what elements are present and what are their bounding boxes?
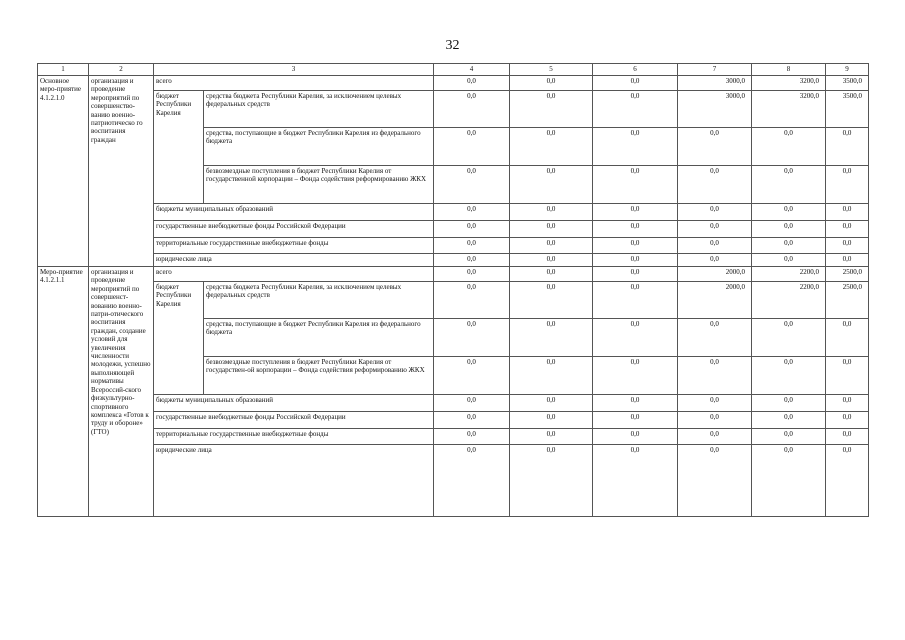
value-cell: 0,0 — [510, 166, 593, 204]
value-cell: 0,0 — [752, 395, 826, 412]
header-cell: 1 — [38, 64, 89, 76]
value-cell: 0,0 — [434, 91, 510, 128]
source-label: безвозмездные поступления в бюджет Республики Карелия от государственной корпорации – Фонда содействия реформированию ЖКХ — [204, 166, 434, 204]
value-cell: 0,0 — [510, 445, 593, 517]
source-label: бюджеты муниципальных образований — [154, 395, 434, 412]
value-cell: 0,0 — [593, 267, 678, 282]
rk-budget-label: бюджет Республики Карелия — [154, 282, 204, 395]
value-cell: 0,0 — [826, 254, 869, 267]
measure-name: организация и проведение мероприятий по совершенство-ванию военно-патриотическо го воспитания граждан — [89, 76, 154, 267]
source-label: безвозмездные поступления в бюджет Республики Карелия от государствен-ой корпорации – Фонда содействия реформированию ЖКХ — [204, 357, 434, 395]
value-cell: 0,0 — [434, 282, 510, 319]
value-cell: 0,0 — [678, 395, 752, 412]
source-label: территориальные государственные внебюджетные фонды — [154, 238, 434, 254]
table-row — [38, 91, 869, 128]
value-cell: 0,0 — [678, 221, 752, 238]
table-row — [38, 429, 869, 445]
value-cell: 2200,0 — [752, 267, 826, 282]
value-cell: 0,0 — [510, 254, 593, 267]
value-cell: 0,0 — [510, 319, 593, 357]
value-cell: 0,0 — [510, 221, 593, 238]
value-cell: 0,0 — [510, 91, 593, 128]
header-cell: 6 — [593, 64, 678, 76]
value-cell: 3500,0 — [826, 91, 869, 128]
header-cell: 8 — [752, 64, 826, 76]
measure-id: Основное меро-приятие 4.1.2.1.0 — [38, 76, 89, 267]
value-cell: 0,0 — [593, 76, 678, 91]
value-cell: 0,0 — [678, 128, 752, 166]
header-cell: 2 — [89, 64, 154, 76]
value-cell: 0,0 — [826, 128, 869, 166]
value-cell: 0,0 — [510, 267, 593, 282]
header-row — [38, 64, 869, 76]
table-row — [38, 395, 869, 412]
value-cell: 0,0 — [593, 319, 678, 357]
value-cell: 2500,0 — [826, 267, 869, 282]
value-cell: 0,0 — [434, 128, 510, 166]
value-cell: 0,0 — [826, 445, 869, 517]
table-row — [38, 221, 869, 238]
source-label: всего — [154, 76, 434, 91]
value-cell: 0,0 — [593, 429, 678, 445]
value-cell: 0,0 — [826, 204, 869, 221]
value-cell: 0,0 — [678, 166, 752, 204]
budget-table — [37, 63, 869, 517]
rk-budget-label: бюджет Республики Карелия — [154, 91, 204, 204]
value-cell: 0,0 — [593, 204, 678, 221]
value-cell: 0,0 — [678, 204, 752, 221]
table-row — [38, 267, 869, 282]
table-row — [38, 204, 869, 221]
source-label: государственные внебюджетные фонды Российской Федерации — [154, 221, 434, 238]
page-number: 32 — [445, 38, 460, 53]
source-label: средства бюджета Республики Карелия, за исключением целевых федеральных средств — [204, 91, 434, 128]
value-cell: 0,0 — [434, 357, 510, 395]
value-cell: 0,0 — [434, 254, 510, 267]
value-cell: 2000,0 — [678, 282, 752, 319]
table-row — [38, 254, 869, 267]
header-cell: 5 — [510, 64, 593, 76]
table-row — [38, 238, 869, 254]
value-cell: 0,0 — [752, 128, 826, 166]
value-cell: 3200,0 — [752, 91, 826, 128]
value-cell: 2200,0 — [752, 282, 826, 319]
value-cell: 0,0 — [678, 319, 752, 357]
value-cell: 0,0 — [752, 204, 826, 221]
value-cell: 0,0 — [434, 445, 510, 517]
value-cell: 0,0 — [434, 221, 510, 238]
source-label: всего — [154, 267, 434, 282]
value-cell: 0,0 — [593, 254, 678, 267]
value-cell: 0,0 — [434, 238, 510, 254]
value-cell: 0,0 — [752, 445, 826, 517]
value-cell: 0,0 — [434, 429, 510, 445]
value-cell: 0,0 — [826, 429, 869, 445]
value-cell: 3500,0 — [826, 76, 869, 91]
value-cell: 0,0 — [678, 412, 752, 429]
value-cell: 0,0 — [678, 429, 752, 445]
value-cell: 0,0 — [826, 395, 869, 412]
value-cell: 0,0 — [826, 221, 869, 238]
value-cell: 0,0 — [593, 238, 678, 254]
value-cell: 0,0 — [752, 254, 826, 267]
header-cell: 4 — [434, 64, 510, 76]
value-cell: 3200,0 — [752, 76, 826, 91]
source-label: юридические лица — [154, 254, 434, 267]
value-cell: 0,0 — [593, 128, 678, 166]
source-label: государственные внебюджетные фонды Российской Федерации — [154, 412, 434, 429]
value-cell: 0,0 — [510, 282, 593, 319]
value-cell: 0,0 — [510, 238, 593, 254]
value-cell: 0,0 — [752, 166, 826, 204]
value-cell: 0,0 — [593, 166, 678, 204]
value-cell: 2500,0 — [826, 282, 869, 319]
value-cell: 0,0 — [752, 412, 826, 429]
value-cell: 0,0 — [752, 357, 826, 395]
measure-name: организация и проведение мероприятий по совершенст-вованию военно-патри-отического воспитания граждан, создание условий для увеличения численности молодежи, успешно выполняющей нормативы Всероссий-ского физкультурно-спортивного комплекса «Готов к труду и обороне» (ГТО) — [89, 267, 154, 517]
value-cell: 0,0 — [510, 395, 593, 412]
table-row — [38, 445, 869, 517]
header-cell: 7 — [678, 64, 752, 76]
value-cell: 0,0 — [593, 445, 678, 517]
value-cell: 0,0 — [593, 221, 678, 238]
value-cell: 0,0 — [434, 319, 510, 357]
value-cell: 0,0 — [593, 395, 678, 412]
value-cell: 0,0 — [593, 357, 678, 395]
header-cell: 3 — [154, 64, 434, 76]
value-cell: 0,0 — [752, 238, 826, 254]
value-cell: 0,0 — [510, 429, 593, 445]
value-cell: 0,0 — [510, 128, 593, 166]
table-body — [38, 64, 869, 517]
source-label: бюджеты муниципальных образований — [154, 204, 434, 221]
source-label: средства бюджета Республики Карелия, за исключением целевых федеральных средств — [204, 282, 434, 319]
value-cell: 0,0 — [434, 166, 510, 204]
source-label: средства, поступающие в бюджет Республики Карелия из федерального бюджета — [204, 319, 434, 357]
value-cell: 0,0 — [826, 238, 869, 254]
value-cell: 0,0 — [593, 91, 678, 128]
table-row — [38, 282, 869, 319]
value-cell: 0,0 — [826, 319, 869, 357]
value-cell: 0,0 — [826, 412, 869, 429]
value-cell: 3000,0 — [678, 76, 752, 91]
value-cell: 0,0 — [434, 204, 510, 221]
value-cell: 0,0 — [752, 319, 826, 357]
measure-id: Меро-приятие 4.1.2.1.1 — [38, 267, 89, 517]
source-label: средства, поступающие в бюджет Республики Карелия из федерального бюджета — [204, 128, 434, 166]
value-cell: 0,0 — [826, 166, 869, 204]
value-cell: 0,0 — [434, 395, 510, 412]
value-cell: 0,0 — [678, 254, 752, 267]
value-cell: 0,0 — [826, 357, 869, 395]
value-cell: 0,0 — [678, 238, 752, 254]
value-cell: 2000,0 — [678, 267, 752, 282]
header-cell: 9 — [826, 64, 869, 76]
value-cell: 0,0 — [510, 412, 593, 429]
source-label: юридические лица — [154, 445, 434, 517]
table-row — [38, 412, 869, 429]
value-cell: 0,0 — [752, 429, 826, 445]
value-cell: 0,0 — [678, 357, 752, 395]
value-cell: 0,0 — [593, 412, 678, 429]
value-cell: 0,0 — [434, 76, 510, 91]
value-cell: 0,0 — [510, 204, 593, 221]
value-cell: 0,0 — [593, 282, 678, 319]
value-cell: 0,0 — [434, 267, 510, 282]
table-row — [38, 76, 869, 91]
value-cell: 0,0 — [752, 221, 826, 238]
value-cell: 0,0 — [510, 357, 593, 395]
value-cell: 0,0 — [678, 445, 752, 517]
value-cell: 3000,0 — [678, 91, 752, 128]
value-cell: 0,0 — [510, 76, 593, 91]
value-cell: 0,0 — [434, 412, 510, 429]
source-label: территориальные государственные внебюджетные фонды — [154, 429, 434, 445]
